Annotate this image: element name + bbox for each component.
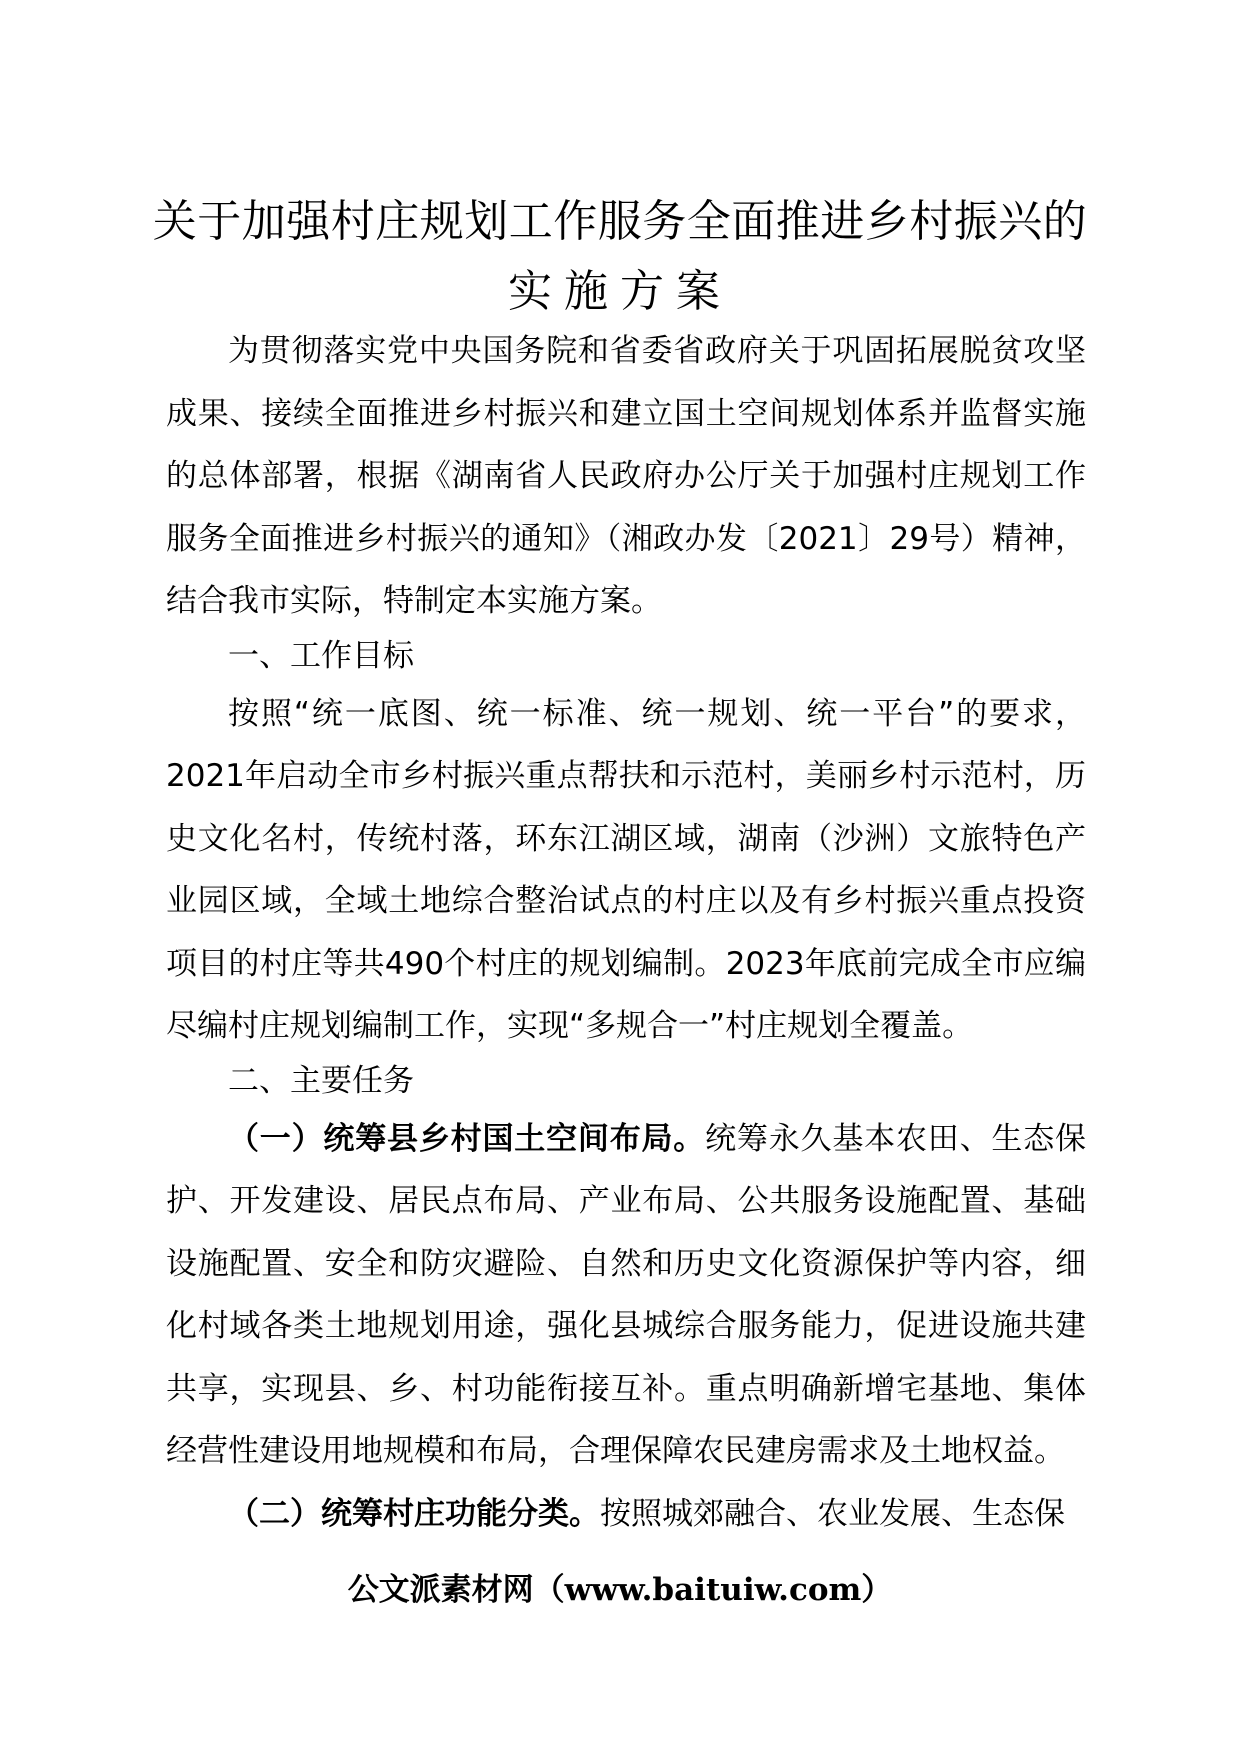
task1-paragraph	[166, 1108, 1086, 1483]
document-title-line1: 关于加强村庄规划工作服务全面推进乡村振兴的	[152, 196, 1088, 247]
task2-paragraph	[166, 1483, 1086, 1546]
task2-lead: （二）统筹村庄功能分类。	[228, 1495, 600, 1532]
document-title-line2: 实施方案	[508, 266, 732, 317]
task1-text: 统筹永久基本农田、生态保护、开发建设、居民点布局、产业布局、公共服务设施配置、基础设施配置、安全和防灾避险、自然和历史文化资源保护等内容，细化村域各类土地规划用途，强化县城综合服务能力，促进设施共建共享，实现县、乡、村功能衔接互补。重点明确新增宅基地、集体经营性建设用地规模和布局，合理保障农民建房需求及土地权益。	[166, 1120, 1087, 1469]
section-heading-tasks: 二、主要任务	[228, 1062, 414, 1099]
task1-lead: （一）统筹县乡村国土空间布局。	[228, 1120, 706, 1157]
footer-watermark: 公文派素材网（www.baituiw.com）	[347, 1572, 893, 1608]
intro-paragraph: 为贯彻落实党中央国务院和省委省政府关于巩固拓展脱贫攻坚成果、接续全面推进乡村振兴和建立国土空间规划体系并监督实施的总体部署，根据《湖南省人民政府办公厅关于加强村庄规划工作服务全面推进乡村振兴的通知》（湘政办发〔2021〕29号）精神，结合我市实际，特制定本实施方案。	[166, 333, 1086, 619]
document-body	[166, 320, 1086, 1545]
task2-text: 按照城郊融合、农业发展、生态保	[600, 1495, 1065, 1532]
section-heading-goals: 一、工作目标	[228, 637, 414, 674]
goals-paragraph: 按照“统一底图、统一标准、统一规划、统一平台”的要求，2021年启动全市乡村振兴重点帮扶和示范村，美丽乡村示范村，历史文化名村，传统村落，环东江湖区域，湖南（沙洲）文旅特色产业园区域，全域土地综合整治试点的村庄以及有乡村振兴重点投资项目的村庄等共490个村庄的规划编制。2023年底前完成全市应编尽编村庄规划编制工作，实现“多规合一”村庄规划全覆盖。	[166, 695, 1086, 1044]
